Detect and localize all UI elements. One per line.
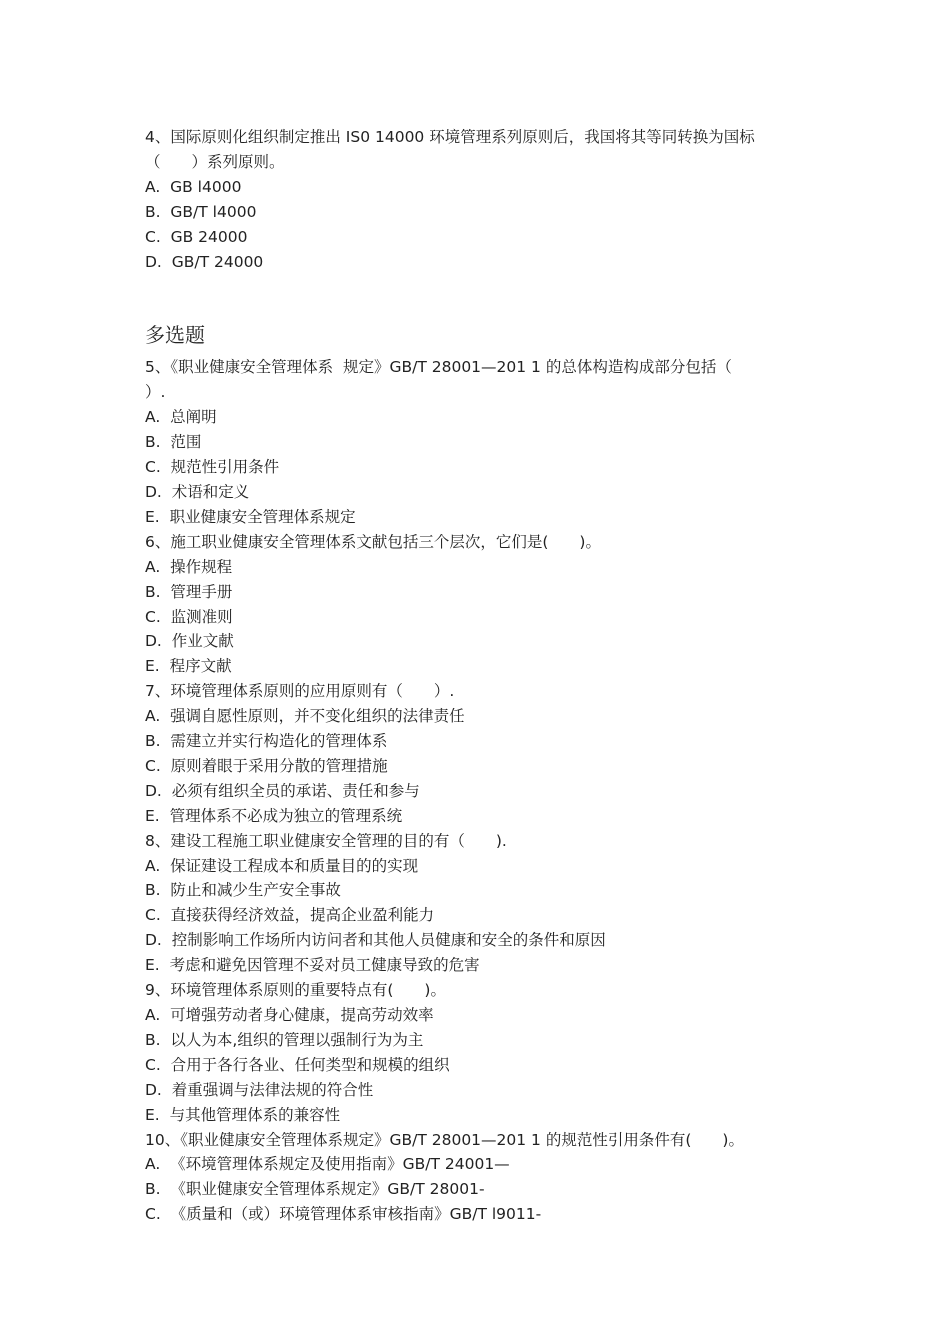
- option-b: B. 需建立并实行构造化的管理体系: [145, 732, 388, 751]
- question-stem: 7、环境管理体系原则的应用原则有（ ）.: [145, 682, 455, 701]
- option-c: C. 监测准则: [145, 607, 233, 626]
- option-e: E. 管理体系不必成为独立的管理系统: [145, 806, 403, 825]
- question-stem: 5、《职业健康安全管理体系 规定》GB/T 28001—201 1 的总体构造构成部分包括（: [145, 358, 732, 377]
- option-a: A. 可增强劳动者身心健康，提高劳动效率: [145, 1006, 434, 1024]
- option-c: C. 原则着眼于采用分散的管理措施: [145, 756, 388, 775]
- question-stem: 10、《职业健康安全管理体系规定》GB/T 28001—201 1 的规范性引用条件有( )。: [145, 1130, 744, 1149]
- option-b: B. 以人为本,组织的管理以强制行为为主: [145, 1030, 424, 1049]
- option-a: A. 操作规程: [145, 557, 233, 576]
- question-6: [145, 530, 825, 679]
- question-5: [145, 355, 825, 529]
- option-c: C. 直接获得经济效益，提高企业盈利能力: [145, 906, 435, 925]
- option-b: B. 管理手册: [145, 582, 233, 601]
- option-b: B. 防止和减少生产安全事故: [145, 881, 341, 900]
- question-stem: 6、施工职业健康安全管理体系文献包括三个层次，它们是( )。: [145, 532, 601, 551]
- document-page: [145, 125, 825, 1227]
- option-e: E. 与其他管理体系的兼容性: [145, 1105, 341, 1124]
- option-a: A. 强调自愿性原则，并不变化组织的法律责任: [145, 707, 465, 726]
- option-a: A. 总阐明: [145, 408, 217, 427]
- option-a: A. 《环境管理体系规定及使用指南》GB/T 24001—: [145, 1155, 510, 1174]
- question-stem-continued: ）.: [145, 383, 166, 402]
- option-c: C. 《质量和（或）环境管理体系审核指南》GB/T l9011-: [145, 1205, 542, 1224]
- question-10: [145, 1128, 825, 1228]
- option-d: D. 控制影响工作场所内访问者和其他人员健康和安全的条件和原因: [145, 931, 606, 950]
- option-b: B. 范围: [145, 433, 202, 452]
- question-stem: 8、建设工程施工职业健康安全管理的目的有（ ).: [145, 831, 507, 850]
- option-a: A. 保证建设工程成本和质量目的的实现: [145, 856, 419, 875]
- question-8: [145, 829, 825, 978]
- question-4: [145, 125, 825, 274]
- option-d: D. 必须有组织全员的承诺、责任和参与: [145, 781, 420, 800]
- question-stem: 9、环境管理体系原则的重要特点有( )。: [145, 981, 446, 1000]
- option-a: A. GB l4000: [145, 177, 242, 196]
- option-d: D. GB/T 24000: [145, 252, 264, 271]
- option-c: C. GB 24000: [145, 227, 248, 246]
- option-d: D. 作业文献: [145, 632, 234, 651]
- option-d: D. 术语和定义: [145, 482, 250, 501]
- option-c: C. 规范性引用条件: [145, 458, 280, 477]
- question-stem: 4、国际原则化组织制定推出 IS0 14000 环境管理系列原则后，我国将其等同转换为国标: [145, 128, 755, 146]
- option-e: E. 职业健康安全管理体系规定: [145, 507, 356, 526]
- option-c: C. 合用于各行各业、任何类型和规模的组织: [145, 1055, 450, 1074]
- question-9: [145, 978, 825, 1127]
- option-e: E. 考虑和避免因管理不妥对员工健康导致的危害: [145, 956, 480, 975]
- section-heading-multiple-choice: 多选题: [145, 323, 205, 348]
- option-e: E. 程序文献: [145, 657, 232, 676]
- option-d: D. 着重强调与法律法规的符合性: [145, 1080, 374, 1099]
- question-stem-continued: （ ）系列原则。: [145, 152, 285, 171]
- option-b: B. GB/T l4000: [145, 202, 257, 221]
- question-7: [145, 679, 825, 828]
- option-b: B. 《职业健康安全管理体系规定》GB/T 28001-: [145, 1180, 485, 1199]
